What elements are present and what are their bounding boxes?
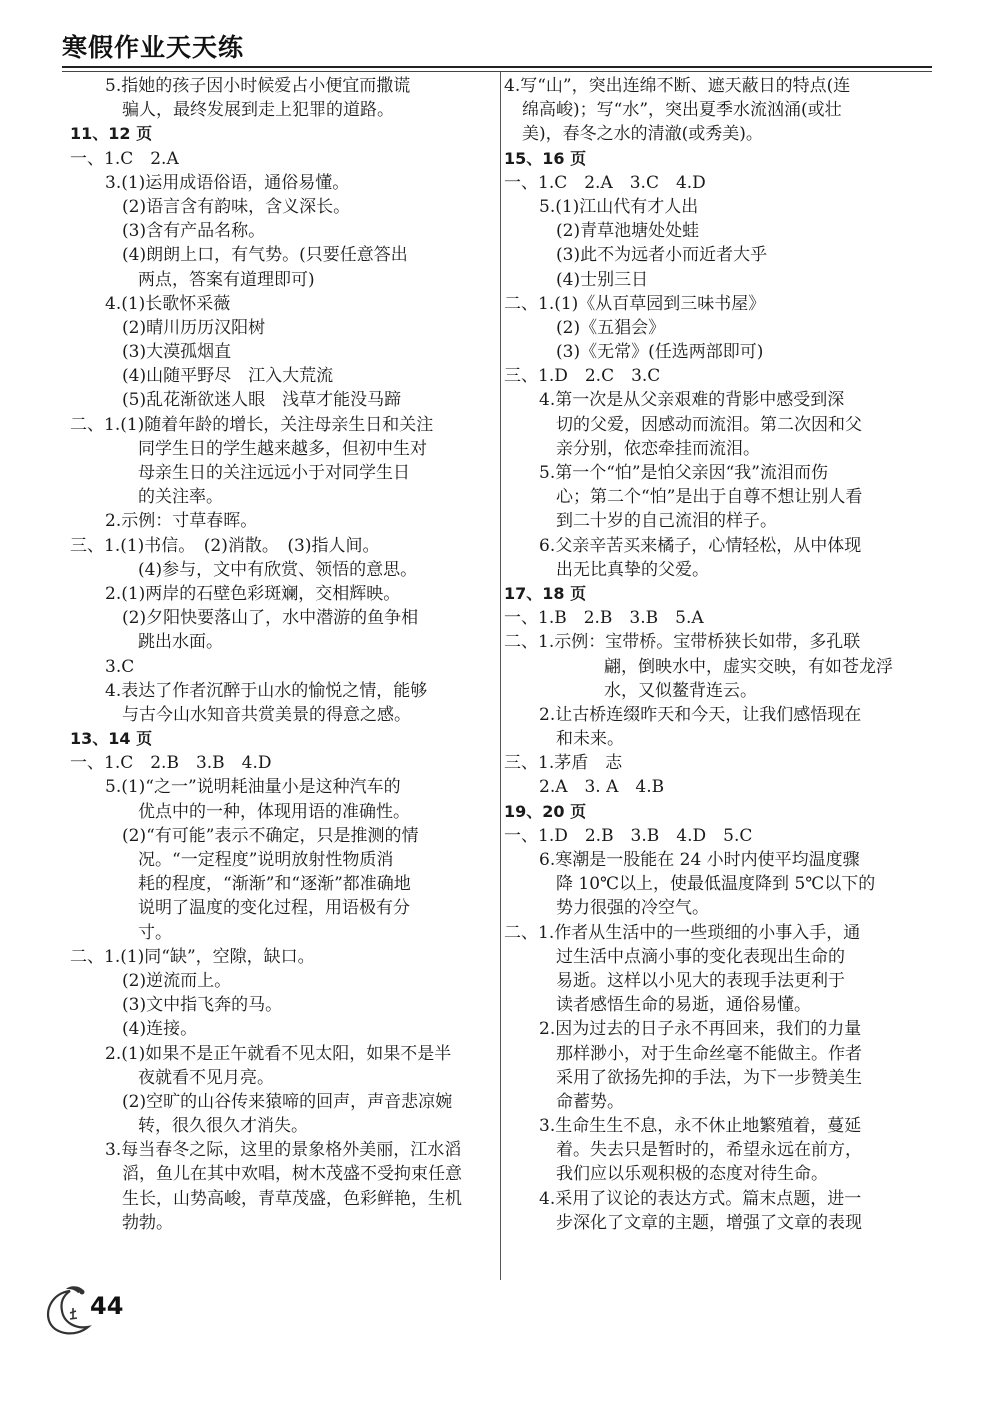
- answer-line: 生长，山势高峻，青草茂盛，色彩鲜艳，生机: [122, 1188, 462, 1209]
- answer-line: 3.(1)运用成语俗语，通俗易懂。: [105, 172, 350, 193]
- answer-line: 的关注率。: [138, 487, 223, 508]
- answer-line: (2)青草池塘处处蛙: [556, 221, 700, 242]
- answer-line: (3)《无常》(任选两部即可): [556, 342, 764, 363]
- answer-line: 过生活中点滴小事的变化表现出生命的: [556, 946, 845, 967]
- answer-line: 2.A 3. A 4.B: [539, 777, 665, 798]
- answer-line: (4)山随平野尽 江入大荒流: [122, 366, 334, 387]
- answer-line: 二、1.(1)随着年龄的增长，关注母亲生日和关注: [70, 414, 434, 435]
- answer-line: (2)晴川历历汉阳树: [122, 317, 266, 338]
- answer-line: 与古今山水知音共赏美景的得意之感。: [122, 704, 411, 725]
- answer-line: 同学生日的学生越来越多，但初中生对: [138, 438, 427, 459]
- answer-line: 那样渺小，对于生命丝毫不能做主。作者: [556, 1043, 862, 1064]
- answer-line: 二、1.示例：宝带桥。宝带桥狭长如带，多孔联: [504, 632, 861, 653]
- answer-line: (2)语言含有韵味，含义深长。: [122, 196, 351, 217]
- answer-line: (4)士别三日: [556, 269, 649, 290]
- answer-line: (3)含有产品名称。: [122, 221, 266, 242]
- answer-line: 况。“一定程度”说明放射性物质消: [138, 850, 394, 870]
- answer-line: 易逝。这样以小见大的表现手法更利于: [556, 970, 845, 991]
- answer-line: (3)此不为远者小而近者大乎: [556, 245, 768, 266]
- answer-line: 一、1.B 2.B 3.B 5.A: [504, 608, 704, 629]
- page-title: 寒假作业天天练: [62, 33, 245, 62]
- answer-line: 3.生命生生不息，永不休止地繁殖着，蔓延: [539, 1116, 862, 1137]
- answer-line: 一、1.D 2.B 3.B 4.D 5.C: [504, 825, 753, 846]
- header-rule: [62, 66, 932, 68]
- answer-line: 水，又似鳌背连云。: [604, 680, 757, 701]
- header-rule-thin: [62, 71, 932, 72]
- answer-line: 3.C: [105, 656, 135, 677]
- answer-line: 6.寒潮是一股能在 24 小时内使平均温度骤: [539, 850, 860, 870]
- answer-line: 2.(1)如果不是正午就看不见太阳，如果不是半: [105, 1043, 452, 1064]
- section-heading: 19、20 页: [504, 801, 587, 821]
- answer-line: 2.让古桥连缀昨天和今天，让我们感悟现在: [539, 704, 862, 725]
- answer-line: 一、1.C 2.B 3.B 4.D: [70, 753, 272, 774]
- answer-line: (2)《五猖会》: [556, 317, 666, 338]
- answer-line: 说明了温度的变化过程，用语极有分: [138, 898, 410, 919]
- section-heading: 13、14 页: [70, 729, 153, 749]
- answer-line: 一、1.C 2.A: [70, 148, 179, 169]
- answer-line: 两点，答案有道理即可): [138, 269, 315, 290]
- answer-line: (4)朗朗上口，有气势。(只要任意答出: [122, 245, 408, 266]
- section-heading: 15、16 页: [504, 148, 587, 168]
- answer-line: 命蓄势。: [556, 1091, 624, 1112]
- answer-line: 三、1.(1)书信。 (2)消散。 (3)指人间。: [70, 535, 380, 556]
- answer-line: 二、1.(1)《从百草园到三味书屋》: [504, 293, 766, 314]
- section-heading: 17、18 页: [504, 583, 587, 603]
- left-column: [70, 74, 495, 1235]
- answer-line: (2)夕阳快要落山了，水中潜游的鱼争相: [122, 608, 419, 629]
- answer-line: 母亲生日的关注远远小于对同学生日: [138, 463, 410, 483]
- answer-line: 3.每当春冬之际，这里的景象格外美丽，江水滔: [105, 1140, 462, 1161]
- answer-line: 6.父亲辛苦买来橘子，心情轻松，从中体现: [539, 535, 862, 556]
- answer-line: 2.(1)两岸的石壁色彩斑斓，交相辉映。: [105, 583, 401, 604]
- answer-line: 耗的程度，“渐渐”和“逐渐”都准确地: [138, 874, 411, 895]
- answer-line: 翩，倒映水中，虚实交映，有如苍龙浮: [604, 656, 893, 677]
- answer-line: 绵高峻)；写“水”，突出夏季水流汹涌(或壮: [522, 100, 842, 121]
- answer-line: 出无比真挚的父爱。: [556, 559, 709, 580]
- answer-line: (2)空旷的山谷传来猿啼的回声，声音悲凉婉: [122, 1091, 453, 1112]
- answer-line: 我们应以乐观积极的态度对待生命。: [556, 1164, 828, 1185]
- answer-line: (2)逆流而上。: [122, 970, 232, 991]
- answer-line: 4.表达了作者沉醉于山水的愉悦之情，能够: [105, 680, 428, 701]
- answer-line: (2)“有可能”表示不确定，只是推测的情: [122, 825, 419, 846]
- answer-line: 骗人，最终发展到走上犯罪的道路。: [122, 100, 394, 121]
- answer-line: 切的父爱，因感动而流泪。第二次因和父: [556, 414, 862, 435]
- answer-line: 滔，鱼儿在其中欢唱，树木茂盛不受拘束任意: [122, 1164, 462, 1185]
- answer-line: 到二十岁的自己流泪的样子。: [556, 511, 777, 532]
- answer-line: (5)乱花渐欲迷人眼 浅草才能没马蹄: [122, 390, 402, 411]
- answer-line: (4)连接。: [122, 1019, 198, 1040]
- answer-line: 4.写“山”，突出连绵不断、遮天蔽日的特点(连: [504, 76, 851, 96]
- right-column: [504, 74, 929, 1235]
- answer-line: 2.因为过去的日子永不再回来，我们的力量: [539, 1019, 862, 1040]
- answer-line: 优点中的一种，体现用语的准确性。: [138, 801, 410, 822]
- answer-line: 寸。: [138, 922, 172, 943]
- answer-line: 5.(1)江山代有才人出: [539, 196, 699, 217]
- answer-line: 4.第一次是从父亲艰难的背影中感受到深: [539, 390, 845, 411]
- answer-line: 美)，春冬之水的清澈(或秀美)。: [522, 124, 763, 145]
- answer-line: 三、1.D 2.C 3.C: [504, 366, 661, 387]
- answer-line: 亲分别，依恋牵挂而流泪。: [556, 438, 760, 459]
- answer-line: (3)大漠孤烟直: [122, 342, 232, 363]
- section-heading: 11、12 页: [70, 124, 153, 144]
- answer-line: 5.第一个“怕”是怕父亲因“我”流泪而伤: [539, 463, 828, 483]
- answer-line: 勃勃。: [122, 1212, 173, 1233]
- answer-line: 转，很久很久才消失。: [138, 1116, 308, 1137]
- answer-line: 着。失去只是暂时的，希望永远在前方，: [556, 1140, 862, 1161]
- answer-line: (3)文中指飞奔的马。: [122, 995, 283, 1016]
- answer-line: 4.采用了议论的表达方式。篇末点题，进一: [539, 1188, 862, 1209]
- answer-line: 和未来。: [556, 729, 624, 750]
- answer-line: 降 10℃以上，使最低温度降到 5℃以下的: [556, 874, 876, 895]
- answer-line: 二、1.(1)同“缺”，空隙，缺口。: [70, 946, 315, 967]
- answer-line: 步深化了文章的主题，增强了文章的表现: [556, 1212, 862, 1233]
- answer-line: 三、1.茅盾 志: [504, 753, 623, 774]
- page-number: 44: [90, 1292, 124, 1320]
- answer-line: 跳出水面。: [138, 632, 223, 653]
- answer-line: 势力很强的冷空气。: [556, 898, 709, 919]
- answer-line: 4.(1)长歌怀采薇: [105, 293, 231, 314]
- answer-line: 采用了欲扬先抑的手法，为下一步赞美生: [556, 1067, 862, 1088]
- answer-line: 心；第二个“怕”是出于自尊不想让别人看: [556, 487, 863, 508]
- answer-line: (4)参与，文中有欣赏、领悟的意思。: [138, 559, 418, 580]
- answer-line: 二、1.作者从生活中的一些琐细的小事入手，通: [504, 922, 861, 943]
- answer-line: 5.(1)“之一”说明耗油量小是这种汽车的: [105, 777, 401, 798]
- column-divider: [500, 72, 501, 1280]
- answer-line: 一、1.C 2.A 3.C 4.D: [504, 172, 706, 193]
- answer-line: 读者感悟生命的易逝，通俗易懂。: [556, 995, 811, 1016]
- answer-line: 夜就看不见月亮。: [138, 1067, 274, 1088]
- answer-line: 5.指她的孩子因小时候爱占小便宜而撒谎: [105, 76, 411, 96]
- answer-line: 2.示例：寸草春晖。: [105, 511, 258, 532]
